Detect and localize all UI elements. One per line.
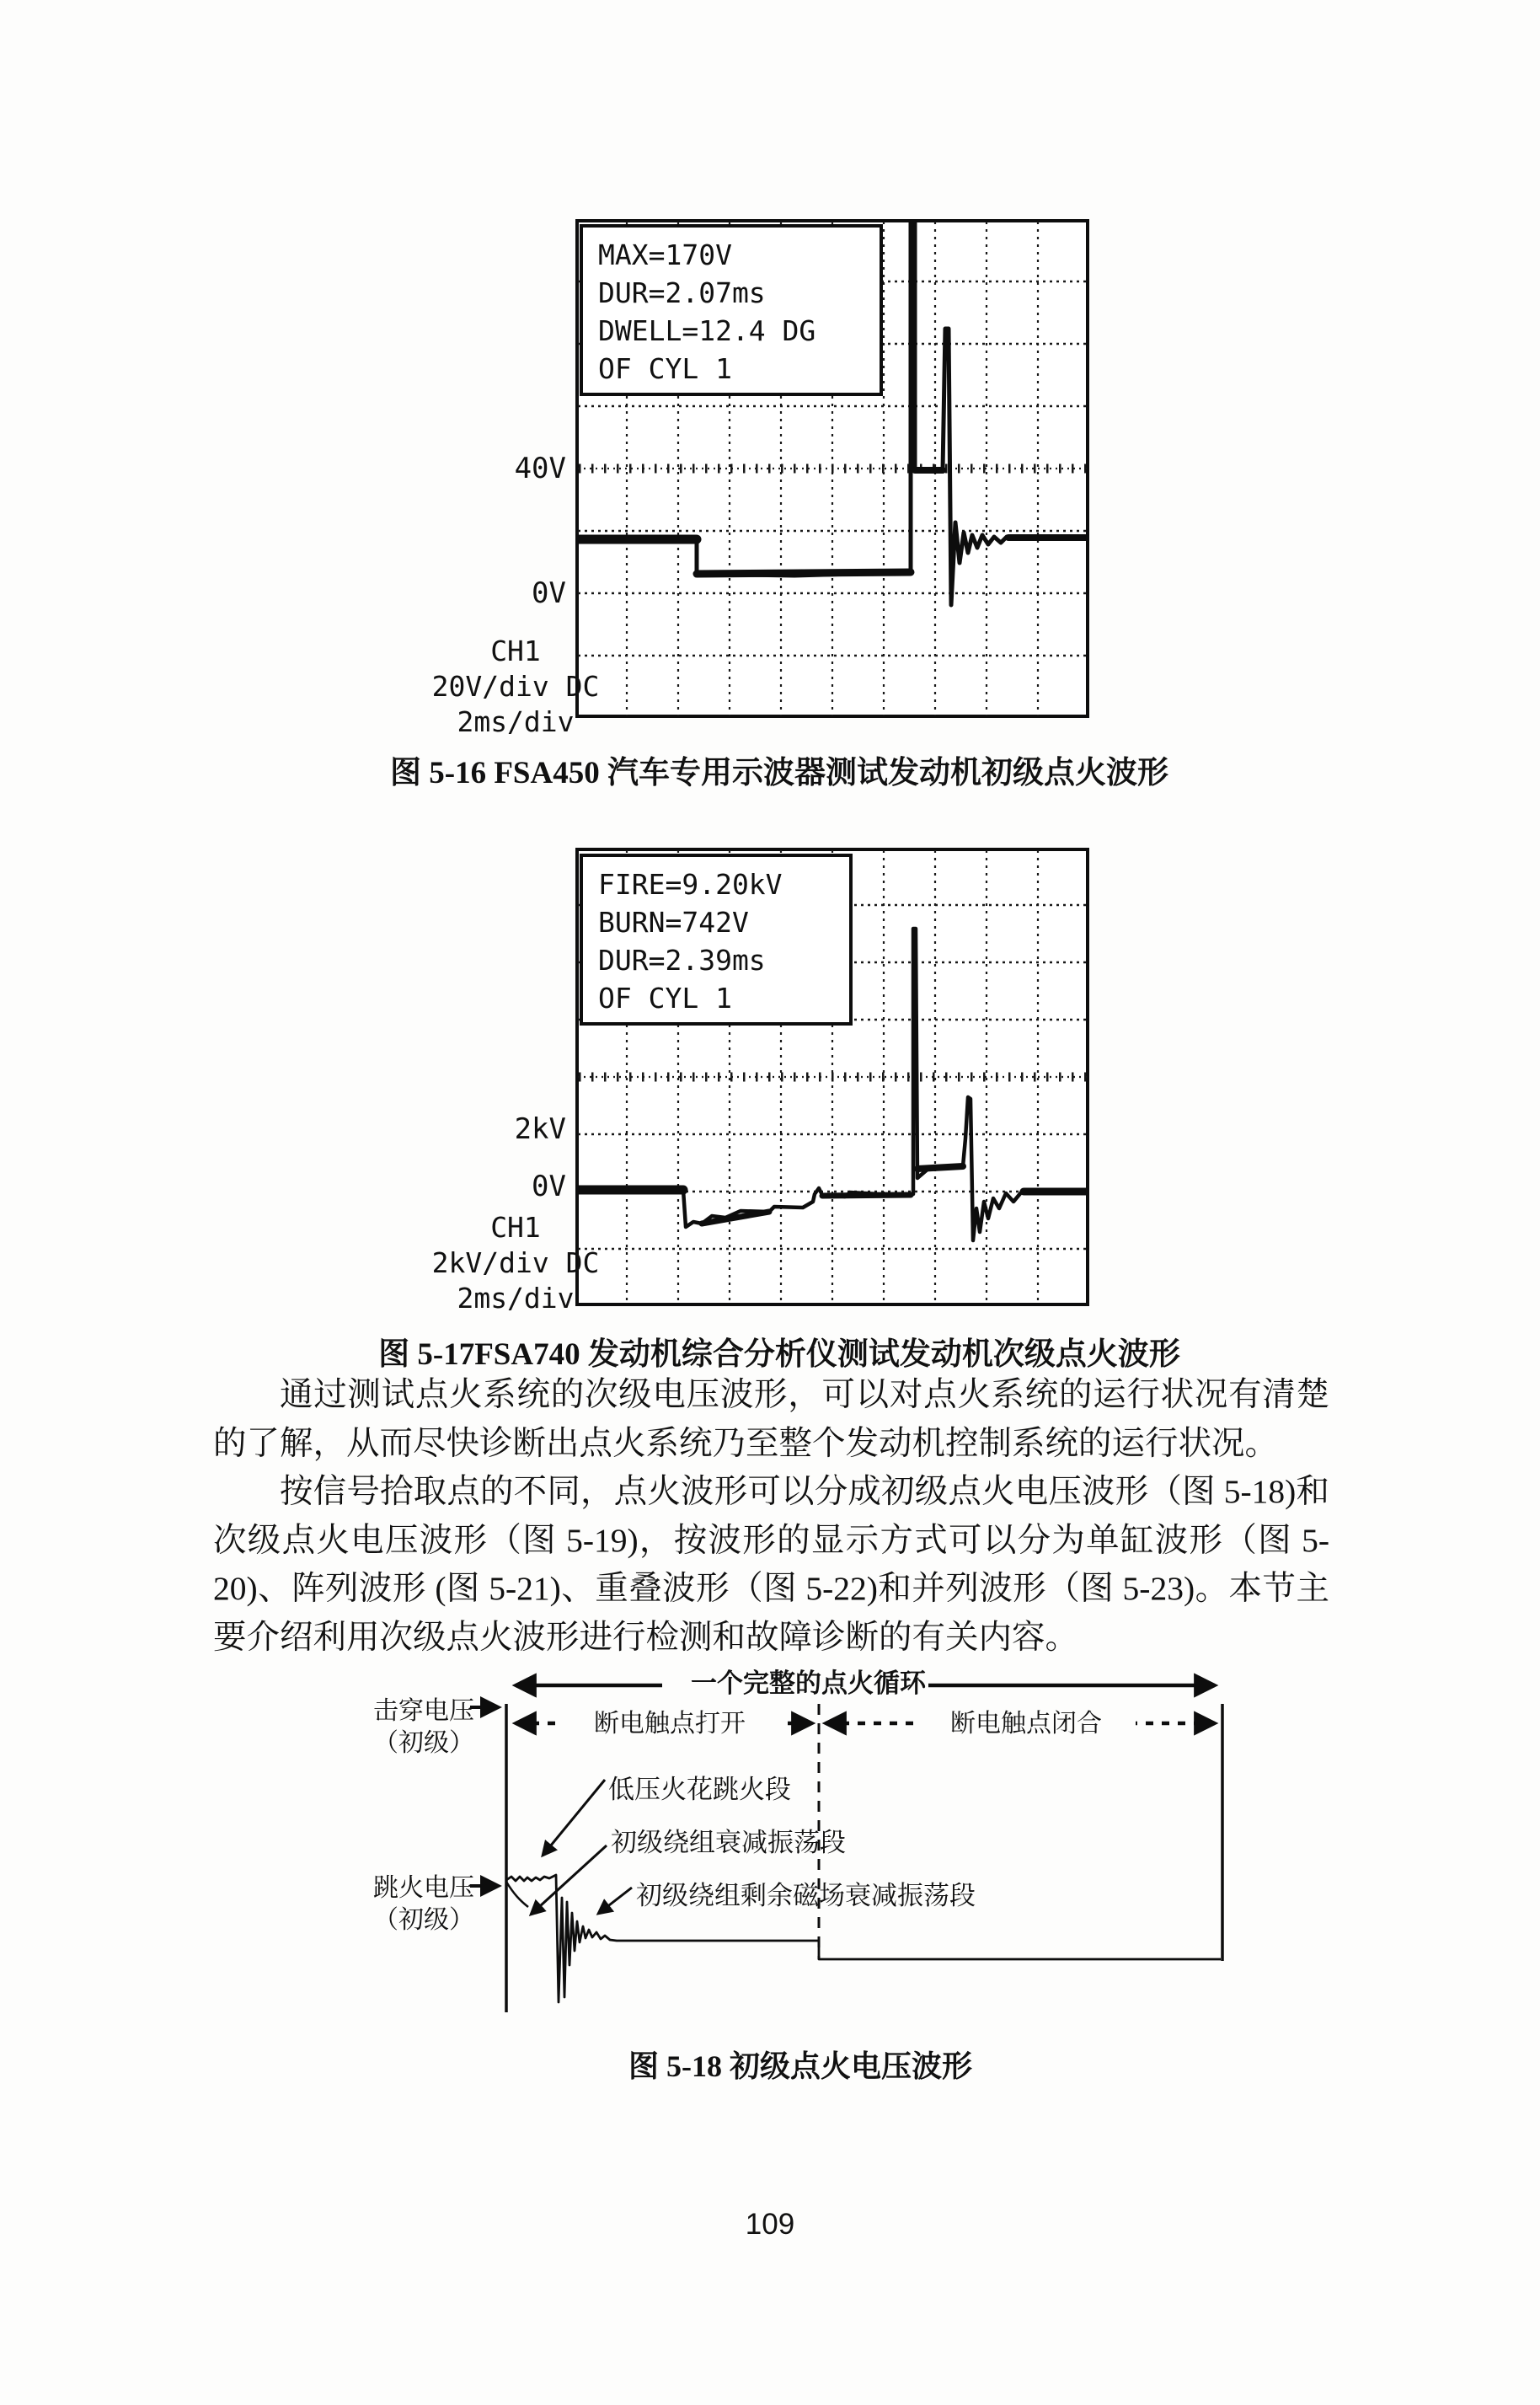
fig18-ann-osc: 初级绕组衰减振荡段 bbox=[611, 1828, 846, 1857]
readout-line: MAX=170V bbox=[598, 238, 732, 271]
channel-line: CH1 bbox=[490, 635, 541, 667]
fig17-ylabel-2kv: 2kV bbox=[514, 1112, 566, 1146]
fig18-ann-spark: 低压火花跳火段 bbox=[608, 1775, 791, 1804]
spark-section-arrow bbox=[543, 1780, 605, 1856]
fig18-cycle-label: 一个完整的点火循环 bbox=[691, 1669, 926, 1698]
fig16-caption: 图 5-16 FSA450 汽车专用示波器测试发动机初级点火波形 bbox=[390, 756, 1168, 790]
readout-line: DWELL=12.4 DG bbox=[598, 314, 816, 347]
fig18-points-open-label: 断电触点打开 bbox=[560, 1708, 779, 1740]
spark-fall-curve bbox=[506, 1882, 528, 1907]
fig16-ylabel-40v: 40V bbox=[514, 452, 566, 485]
channel-line: 2kV/div DC bbox=[431, 1246, 600, 1279]
body-text bbox=[213, 1371, 1329, 1662]
breakdown-label-line1: 击穿电压 bbox=[373, 1697, 474, 1725]
fig17-readout-box bbox=[580, 854, 853, 1026]
page-number: 109 bbox=[745, 2208, 795, 2241]
residual-section-arrow bbox=[598, 1888, 632, 1914]
readout-line: FIRE=9.20kV bbox=[598, 868, 783, 901]
fig17-ylabel-0v: 0V bbox=[532, 1170, 566, 1203]
spark-label-line2: （初级） bbox=[373, 1906, 474, 1934]
channel-line: CH1 bbox=[490, 1211, 541, 1244]
fig16-channel-settings bbox=[414, 634, 617, 740]
fig17-caption: 图 5-17FSA740 发动机综合分析仪测试发动机次级点火波形 bbox=[378, 1337, 1180, 1372]
readout-line: BURN=742V bbox=[598, 906, 749, 939]
channel-line: 2ms/div bbox=[457, 705, 575, 738]
readout-line: OF CYL 1 bbox=[598, 352, 732, 385]
readout-line: DUR=2.07ms bbox=[598, 276, 766, 309]
channel-line: 2ms/div bbox=[457, 1282, 575, 1315]
body-paragraph-1: 通过测试点火系统的次级电压波形，可以对点火系统的运行状况有清楚的了解，从而尽快诊断出点火系统乃至整个发动机控制系统的运行状况。 bbox=[213, 1376, 1329, 1462]
breakdown-label-line2: （初级） bbox=[373, 1729, 474, 1757]
fig16-readout-box bbox=[580, 224, 883, 396]
spark-label-line1: 跳火电压 bbox=[373, 1874, 474, 1902]
body-paragraph-2: 按信号拾取点的不同，点火波形可以分成初级点火电压波形（图 5-18)和次级点火电压波形（图 5-19)，按波形的显示方式可以分为单缸波形（图 5-20)、阵列波形 (图 5-21)、重叠波形（图 5-22)和并列波形（图 5-23)。本节主要介绍利用次级点火波形进行检测和故障诊断的有关内容。 bbox=[213, 1473, 1329, 1656]
fig18-points-closed-label: 断电触点闭合 bbox=[917, 1708, 1136, 1740]
fig16-ylabel-0v: 0V bbox=[532, 576, 566, 610]
fig18-breakdown-label bbox=[368, 1695, 479, 1760]
fig18-ann-residual: 初级绕组剩余磁场衰减振荡段 bbox=[636, 1881, 976, 1910]
osc-section-arrow bbox=[531, 1845, 607, 1915]
fig17-channel-settings bbox=[414, 1210, 617, 1316]
fig18-spark-label bbox=[368, 1872, 479, 1936]
fig18-caption: 图 5-18 初级点火电压波形 bbox=[628, 2049, 972, 2083]
readout-line: OF CYL 1 bbox=[598, 982, 732, 1015]
readout-line: DUR=2.39ms bbox=[598, 944, 766, 977]
channel-line: 20V/div DC bbox=[431, 670, 600, 703]
